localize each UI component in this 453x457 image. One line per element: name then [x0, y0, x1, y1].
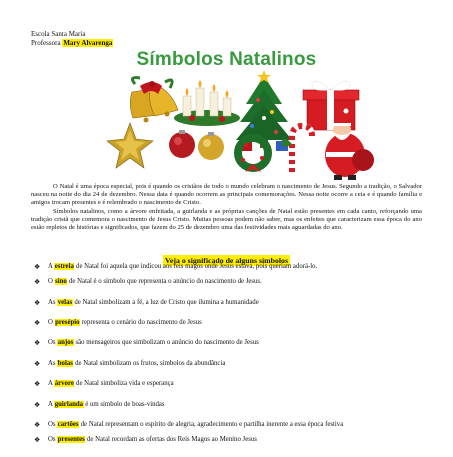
list-item: ❖ Os anjos são mensageiros que simbolizam o anúncio do nascimento de Jesus [34, 339, 259, 348]
keyword: presentes [57, 436, 85, 444]
bullet-icon: ❖ [34, 339, 41, 348]
list-item: ❖ Os presentes de Natal recordam as ofertas dos Reis Magos ao Menino Jesus [34, 436, 257, 445]
star-illustration [107, 123, 153, 168]
keyword: cartões [57, 420, 79, 428]
bullet-icon: ❖ [34, 420, 41, 429]
bullet-icon: ❖ [34, 359, 41, 368]
bullet-icon: ❖ [34, 436, 41, 445]
keyword: árvore [54, 380, 74, 388]
list-item: ❖ A estrela de Natal foi aquela que indicou aos reis magos onde Jesus estava, pois queriam adorá-lo. [34, 263, 318, 271]
keyword: estrela [54, 263, 74, 270]
keyword: sino [55, 278, 67, 286]
christmas-tree-illustration [236, 70, 292, 151]
keyword: presépio [55, 318, 80, 326]
section-subtitle-text: Veja o significado de alguns símbolos [165, 256, 288, 265]
intro-text [31, 183, 422, 232]
bullet-icon: ❖ [34, 278, 41, 287]
teacher-label: Professora [31, 39, 61, 47]
candles-illustration [174, 80, 240, 126]
list-item: ❖ A guirlanda é um símbolo de boas-vindas [34, 400, 165, 409]
school-name: Escola Santa Maria [31, 30, 86, 38]
wreath-illustration [238, 138, 268, 172]
teacher-line [31, 39, 113, 48]
list-item: ❖ Os cartões de Natal representam o espírito de alegria, agradecimento e partilha inerente a essa época festiva [34, 420, 344, 429]
bullet-icon: ❖ [34, 298, 41, 307]
bullet-icon: ❖ [34, 400, 41, 409]
keyword: velas [57, 298, 73, 306]
ornament-balls-illustration [169, 130, 224, 160]
symbols-list [34, 263, 428, 457]
candy-cane-illustration [282, 126, 312, 172]
teacher-name: Mary Alvarenga [63, 39, 113, 47]
list-item: ❖ O presépio representa o cenário do nascimento de Jesus [34, 318, 202, 327]
bullet-icon: ❖ [34, 380, 41, 389]
intro-paragraph: O Natal é uma época especial, pois é quando os cristãos de todo o mundo celebram o nascimento de Jesus. Segundo a tradição, o Salvador nasceu na noite do dia 24 de dezembro. Nessa data é quando ocorrem as principais comemorações. Nessa noite ocorre a ceia e é quando família e amigos trocam presentes e é relembrado o nascimento de Cristo. [31, 183, 422, 207]
gift-box-illustration [303, 81, 359, 130]
list-item: ❖ As bolas de Natal simbolizam os frutos, símbolos da abundância [34, 359, 226, 368]
keyword: anjos [57, 339, 74, 347]
bells-illustration [130, 78, 178, 123]
list-item: ❖ O sino de Natal é o símbolo que representa o anúncio do nascimento de Jesus. [34, 278, 262, 287]
page-title: Símbolos Natalinos [136, 49, 317, 70]
keyword: bolas [57, 359, 73, 367]
list-item: ❖ A árvore de Natal simboliza vida e esperança [34, 380, 174, 389]
keyword: guirlanda [54, 400, 84, 408]
list-item: ❖ As velas de Natal simbolizam a fé, a luz de Cristo que ilumina a humanidade [34, 298, 259, 307]
bullet-icon: ❖ [34, 318, 41, 327]
santa-claus-illustration [325, 109, 374, 181]
bullet-icon: ❖ [34, 263, 41, 271]
intro-paragraph: Símbolos natalinos, como a árvore enfeitada, a guirlanda e as próprias canções de Natal estão presentes em cada canto, reforçando uma tradição cristã que comemora o nascimento de Jesus Cristo. Muitas pessoas podem não saber, mas os enfeites que caracterizam essa época do ano estão repletos de histórias e significados, que fazem do 25 de dezembro uma das festividades mais aguardadas do ano. [31, 207, 422, 232]
